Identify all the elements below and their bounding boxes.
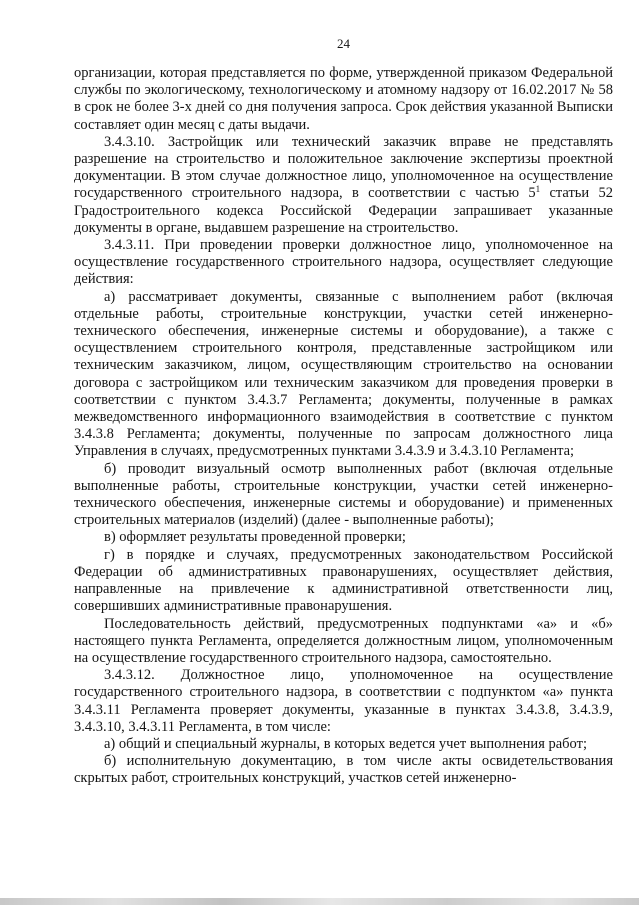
subitem-a: а) рассматривает документы, связанные с выполнением работ (включая отдельные работы, строительные конструкции, участки сетей инженерно-технического обеспечения, инженерные системы и оборудование), а также с осуществлением строительного контроля, представленные застройщиком или техническим заказчиком, лицом, осуществляющим строительство на основании договора с застройщиком или техническим заказчиком для проведения проверки в соответствии с пунктом 3.4.3.7 Регламента; документы, полученные в рамках межведомственного информационного взаимодействия в соответствие с пунктом 3.4.3.8 Регламента; документы, полученные по запросам должностного лица Управления в случаях, предусмотренных пунктами 3.4.3.9 и 3.4.3.10 Регламента; bbox=[74, 288, 613, 460]
paragraph-3-4-3-12: 3.4.3.12. Должностное лицо, уполномоченное на осуществление государственного строительного надзора, в соответствии с подпунктом «а» пункта 3.4.3.11 Регламента проверяет документы, указанные в пунктах 3.4.3.8, 3.4.3.9, 3.4.3.10, 3.4.3.11 Регламента, в том числе: bbox=[74, 667, 613, 735]
paragraph-sequence: Последовательность действий, предусмотренных подпунктами «а» и «б» настоящего пункта Регламента, определяется должностным лицом, уполномоченным на осуществление государственного строительного надзора, самостоятельно. bbox=[74, 615, 613, 666]
paragraph-3-4-3-10 bbox=[74, 134, 613, 237]
page-number: 24 bbox=[337, 36, 350, 51]
paragraph-3-4-3-10-part2: статьи 52 Градостроительного кодекса Российской Федерации запрашивает указанные документы в органе, выдавшем разрешение на строительство. bbox=[74, 185, 613, 236]
subitem-v: в) оформляет результаты проведенной проверки; bbox=[104, 529, 406, 546]
subitem-a-journals: а) общий и специальный журналы, в которых ведется учет выполнения работ; bbox=[104, 735, 587, 752]
paragraph-continuation: организации, которая представляется по форме, утвержденной приказом Федеральной службы по экологическому, технологическому и атомному надзору от 16.02.2017 № 58 в срок не более 3-х дней со дня получения запроса. Срок действия указанной Выписки составляет один месяц с даты выдачи. bbox=[74, 65, 613, 133]
subitem-b: б) проводит визуальный осмотр выполненных работ (включая отдельные выполненные работы, строительные конструкции, участки сетей инженерно-технического обеспечения, инженерные системы и оборудование) и примененных строительных материалов (изделий) (далее - выполненные работы); bbox=[74, 460, 613, 529]
scan-bottom-edge bbox=[0, 898, 639, 905]
paragraph-3-4-3-10-part1: 3.4.3.10. Застройщик или технический заказчик вправе не представлять разрешение на строительство и положительное заключение экспертизы проектной документации. В этом случае должностное лицо, уполномоченное на осуществление государственного строительного надзора, в соответствии с частью 5 bbox=[74, 133, 613, 202]
paragraph-3-4-3-11: 3.4.3.11. При проведении проверки должностное лицо, уполномоченное на осуществление государственного строительного надзора, осуществляет следующие действия: bbox=[74, 237, 613, 288]
subitem-b-documentation: б) исполнительную документацию, в том числе акты освидетельствования скрытых работ, строительных конструкций, участков сетей инженерно- bbox=[74, 753, 613, 787]
document-body bbox=[74, 65, 613, 788]
superscript-part-number: 1 bbox=[535, 184, 541, 195]
subitem-g: г) в порядке и случаях, предусмотренных законодательством Российской Федерации об административных правонарушениях, осуществляет действия, направленные на привлечение к административной ответственности лиц, совершивших административные правонарушения. bbox=[74, 546, 613, 615]
